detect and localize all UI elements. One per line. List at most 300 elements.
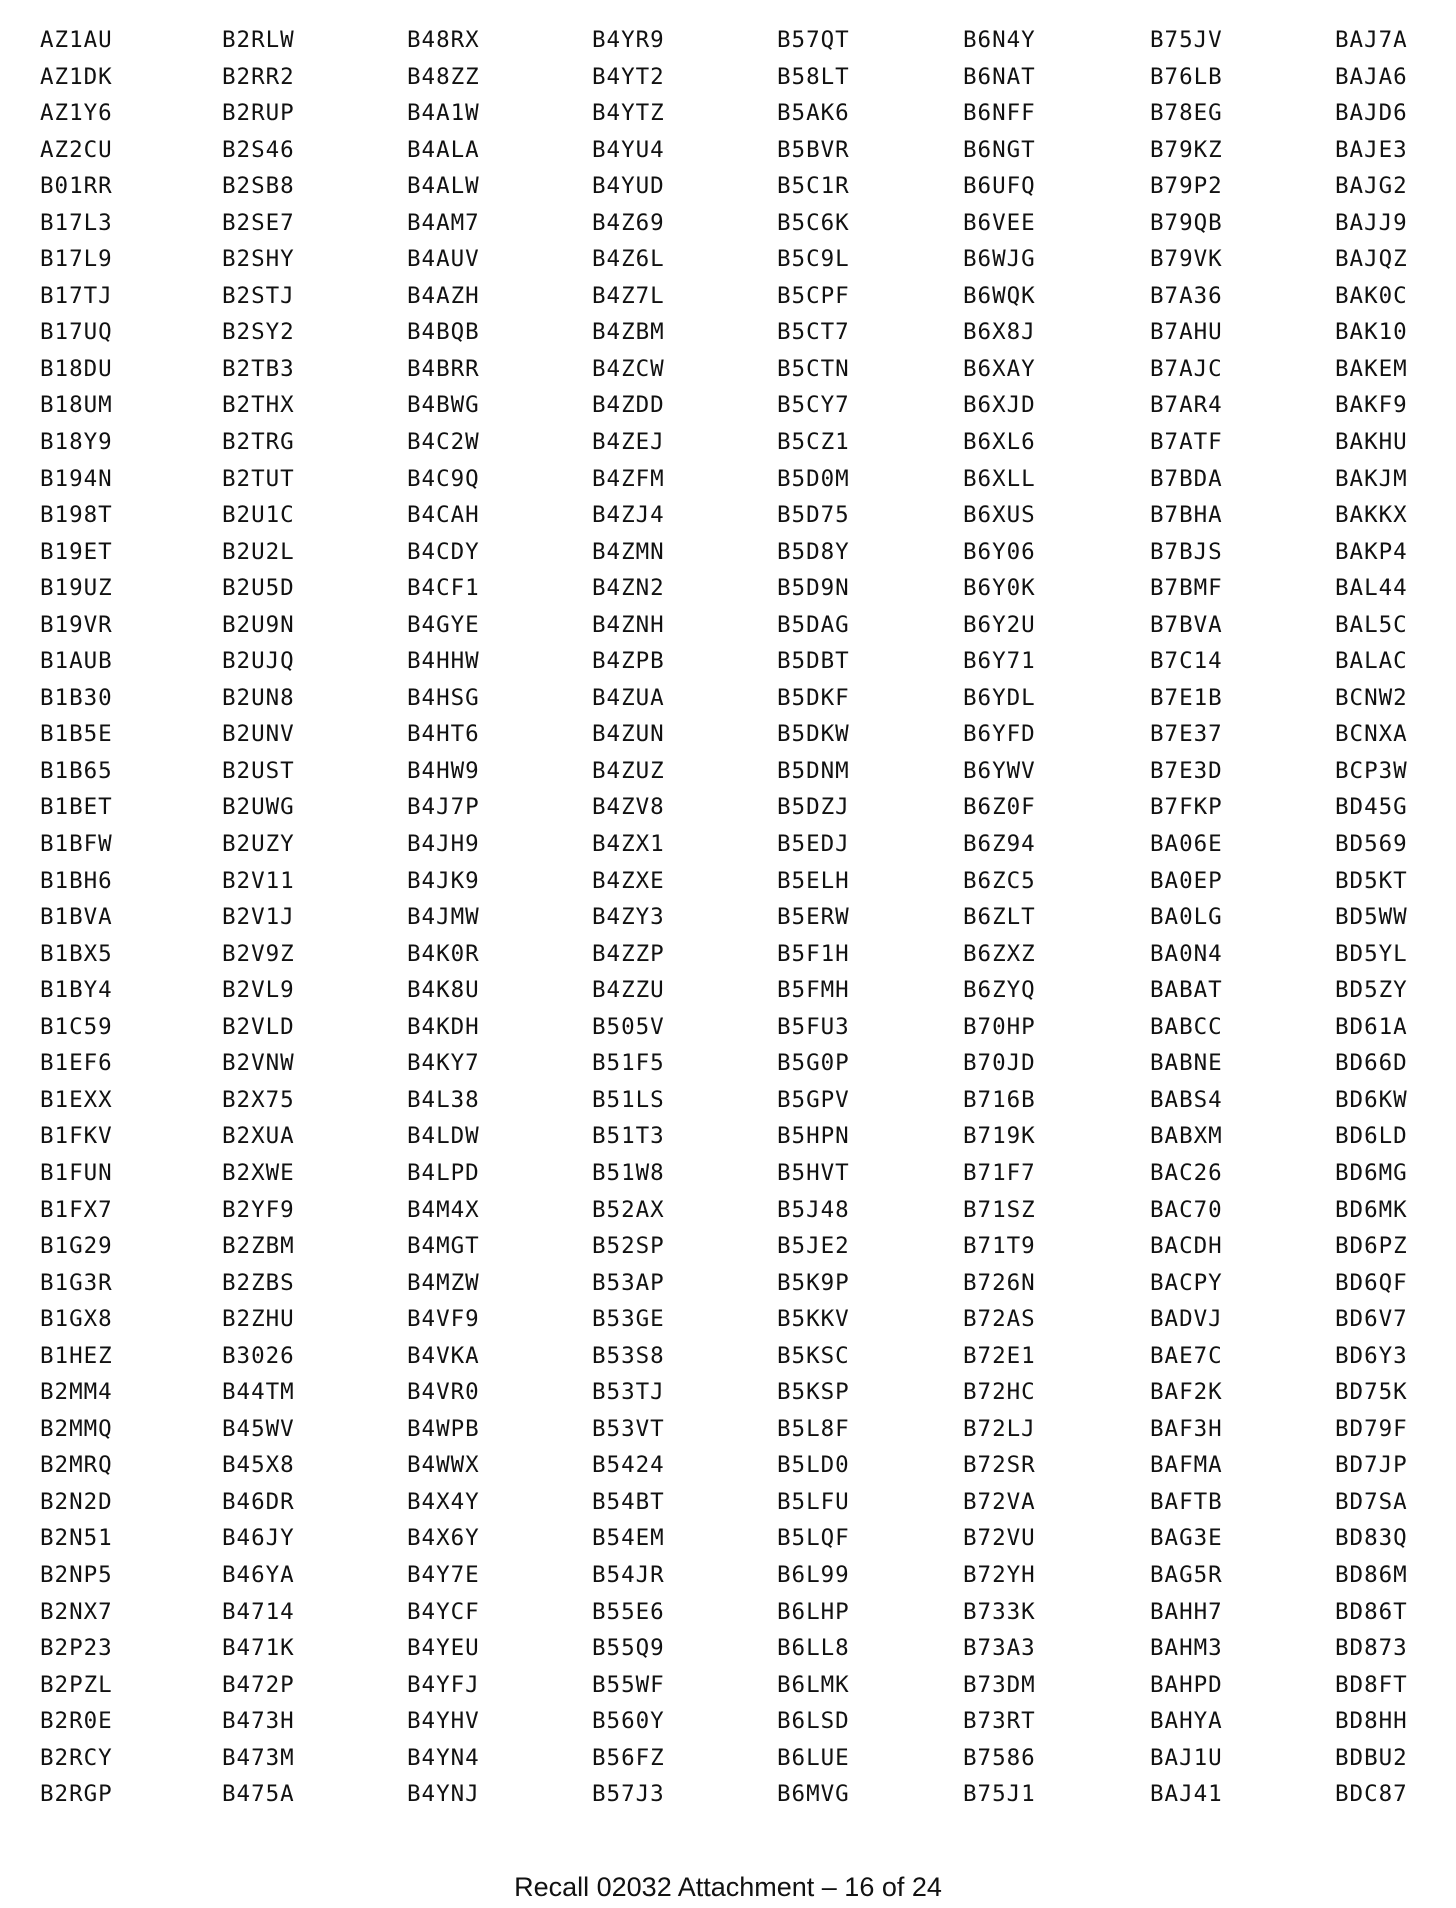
code-entry: B51F5 <box>592 1050 665 1077</box>
code-entry: B73DM <box>963 1671 1036 1698</box>
code-entry: B45X8 <box>222 1452 295 1479</box>
code-entry: B6X8J <box>963 319 1036 346</box>
code-entry: B5KSC <box>777 1342 850 1369</box>
code-entry: B4YR9 <box>592 27 665 53</box>
code-entry: B72VU <box>963 1525 1036 1552</box>
code-entry: B7586 <box>963 1744 1036 1771</box>
code-entry: B1FKV <box>40 1123 113 1150</box>
code-entry: BAKJM <box>1335 465 1408 492</box>
code-entry: B46YA <box>222 1561 295 1588</box>
code-entry: BABS4 <box>1150 1086 1223 1113</box>
code-entry: B1BX5 <box>40 940 113 967</box>
code-entry: B4HW9 <box>407 757 480 784</box>
code-entry: B4K8U <box>407 977 480 1004</box>
code-entry: B4GYE <box>407 611 480 638</box>
code-entry: B1AUB <box>40 648 113 675</box>
code-entry: B5CY7 <box>777 392 850 419</box>
code-entry: B78EG <box>1150 100 1223 127</box>
code-entry: B2NP5 <box>40 1561 113 1588</box>
code-entry: B4VF9 <box>407 1306 480 1333</box>
code-entry: B1C59 <box>40 1013 113 1040</box>
code-entry: BD5KT <box>1335 867 1408 894</box>
code-entry: B4YCF <box>407 1598 480 1625</box>
code-entry: B7E1B <box>1150 684 1223 711</box>
code-entry: B4ZUA <box>592 684 665 711</box>
code-entry: BCNXA <box>1335 721 1408 748</box>
code-entry: BDBU2 <box>1335 1744 1408 1771</box>
code-entry: B5C6K <box>777 209 850 236</box>
code-entry: BAK0C <box>1335 282 1408 309</box>
code-entry: B5KKV <box>777 1306 850 1333</box>
code-entry: B4A1W <box>407 100 480 127</box>
code-entry: BAJQZ <box>1335 246 1408 273</box>
code-entry: B4JMW <box>407 904 480 931</box>
code-entry: BALAC <box>1335 648 1408 675</box>
code-entry: B5LD0 <box>777 1452 850 1479</box>
code-entry: B19UZ <box>40 575 113 602</box>
code-entry: B5C9L <box>777 246 850 273</box>
code-entry: BAFTB <box>1150 1488 1223 1515</box>
code-entry: B2U5D <box>222 575 295 602</box>
code-entry: B4YUD <box>592 173 665 200</box>
code-entry: B6NAT <box>963 63 1036 90</box>
code-entry: B54JR <box>592 1561 665 1588</box>
code-entry: B4VR0 <box>407 1379 480 1406</box>
code-entry: B5LFU <box>777 1488 850 1515</box>
code-entry: B6Y2U <box>963 611 1036 638</box>
code-entry: BABCC <box>1150 1013 1223 1040</box>
code-entry: B2RR2 <box>222 63 295 90</box>
code-entry: B4J7P <box>407 794 480 821</box>
code-entry: B4HHW <box>407 648 480 675</box>
code-entry: B53S8 <box>592 1342 665 1369</box>
code-entry: B4ZUZ <box>592 757 665 784</box>
code-entry: B53VT <box>592 1415 665 1442</box>
code-entry: B2UJQ <box>222 648 295 675</box>
code-entry: B79QB <box>1150 209 1223 236</box>
code-entry: B1EXX <box>40 1086 113 1113</box>
code-entry: BD7SA <box>1335 1488 1408 1515</box>
code-entry: B5K9P <box>777 1269 850 1296</box>
code-entry: B2UST <box>222 757 295 784</box>
code-entry: B4YU4 <box>592 136 665 163</box>
code-entry: B6Y06 <box>963 538 1036 565</box>
code-entry: B5LQF <box>777 1525 850 1552</box>
code-entry: B72YH <box>963 1561 1036 1588</box>
code-entry: BA0N4 <box>1150 940 1223 967</box>
code-entry: B505V <box>592 1013 665 1040</box>
code-entry: B7E3D <box>1150 757 1223 784</box>
code-entry: B5ELH <box>777 867 850 894</box>
code-entry: B4AUV <box>407 246 480 273</box>
code-entry: B72AS <box>963 1306 1036 1333</box>
code-entry: B6XUS <box>963 502 1036 529</box>
code-entry: BAG5R <box>1150 1561 1223 1588</box>
code-entry: BAFMA <box>1150 1452 1223 1479</box>
code-entry: B55E6 <box>592 1598 665 1625</box>
code-entry: B2S46 <box>222 136 295 163</box>
code-entry: B48RX <box>407 27 480 53</box>
code-entry: B719K <box>963 1123 1036 1150</box>
code-entry: BAE7C <box>1150 1342 1223 1369</box>
code-entry: B1G29 <box>40 1233 113 1260</box>
code-entry: B5DBT <box>777 648 850 675</box>
code-entry: B46DR <box>222 1488 295 1515</box>
code-entry: B3026 <box>222 1342 295 1369</box>
code-entry: B2UWG <box>222 794 295 821</box>
code-entry: B01RR <box>40 173 113 200</box>
code-entry: BAKP4 <box>1335 538 1408 565</box>
code-entry: BD873 <box>1335 1635 1408 1662</box>
code-entry: B2ZHU <box>222 1306 295 1333</box>
code-entry: B7BJS <box>1150 538 1223 565</box>
code-entry: B2VNW <box>222 1050 295 1077</box>
code-entry: BAJE3 <box>1335 136 1408 163</box>
code-entry: B6ZLT <box>963 904 1036 931</box>
code-entry: BD7JP <box>1335 1452 1408 1479</box>
code-entry: B2NX7 <box>40 1598 113 1625</box>
code-entry: B5G0P <box>777 1050 850 1077</box>
code-entry: B1FUN <box>40 1159 113 1186</box>
code-entry: B2MRQ <box>40 1452 113 1479</box>
code-entry: BACPY <box>1150 1269 1223 1296</box>
code-entry: B6Z94 <box>963 831 1036 858</box>
code-entry: B1G3R <box>40 1269 113 1296</box>
code-entry: B18Y9 <box>40 429 113 456</box>
code-entry: BABAT <box>1150 977 1223 1004</box>
code-entry: B4AZH <box>407 282 480 309</box>
code-entry: B2SHY <box>222 246 295 273</box>
code-entry: B6LSD <box>777 1708 850 1735</box>
code-entry: B4BRR <box>407 355 480 382</box>
code-entry: B1EF6 <box>40 1050 113 1077</box>
code-entry: B4YT2 <box>592 63 665 90</box>
code-entry: B2U9N <box>222 611 295 638</box>
code-entry: B7A36 <box>1150 282 1223 309</box>
code-entry: B1HEZ <box>40 1342 113 1369</box>
code-entry: B4ZCW <box>592 355 665 382</box>
code-entry: B7ATF <box>1150 429 1223 456</box>
code-entry: B6ZC5 <box>963 867 1036 894</box>
code-entry: B6L99 <box>777 1561 850 1588</box>
code-entry: BAJA6 <box>1335 63 1408 90</box>
code-entry: B4JK9 <box>407 867 480 894</box>
code-entry: B17L3 <box>40 209 113 236</box>
code-entry: B4YTZ <box>592 100 665 127</box>
code-entry: BD61A <box>1335 1013 1408 1040</box>
code-entry: B2TB3 <box>222 355 295 382</box>
code-entry: B4ZFM <box>592 465 665 492</box>
code-entry: B53GE <box>592 1306 665 1333</box>
code-entry: B6Y0K <box>963 575 1036 602</box>
code-entry: BAC70 <box>1150 1196 1223 1223</box>
code-entry: B6WQK <box>963 282 1036 309</box>
code-entry: B2X75 <box>222 1086 295 1113</box>
code-column-6 <box>963 22 1133 1813</box>
code-entry: BAHYA <box>1150 1708 1223 1735</box>
code-entry: B6XJD <box>963 392 1036 419</box>
code-entry: B4ZNH <box>592 611 665 638</box>
code-entry: BAL44 <box>1335 575 1408 602</box>
code-entry: B79P2 <box>1150 173 1223 200</box>
code-entry: BD75K <box>1335 1379 1408 1406</box>
code-entry: BD86M <box>1335 1561 1408 1588</box>
code-entry: B7AR4 <box>1150 392 1223 419</box>
code-entry: B17L9 <box>40 246 113 273</box>
code-entry: B6VEE <box>963 209 1036 236</box>
code-entry: B4Z69 <box>592 209 665 236</box>
code-entry: B473H <box>222 1708 295 1735</box>
code-entry: B4Z6L <box>592 246 665 273</box>
code-entry: B2YF9 <box>222 1196 295 1223</box>
code-entry: B4C9Q <box>407 465 480 492</box>
code-entry: B6MVG <box>777 1781 850 1808</box>
code-entry: B5D8Y <box>777 538 850 565</box>
code-entry: AZ1AU <box>40 27 113 53</box>
code-entry: B72SR <box>963 1452 1036 1479</box>
code-entry: BD6Y3 <box>1335 1342 1408 1369</box>
code-entry: B7FKP <box>1150 794 1223 821</box>
code-entry: BD8HH <box>1335 1708 1408 1735</box>
code-entry: BD6KW <box>1335 1086 1408 1113</box>
code-entry: B1FX7 <box>40 1196 113 1223</box>
code-entry: B5DZJ <box>777 794 850 821</box>
code-entry: B560Y <box>592 1708 665 1735</box>
code-entry: B5HVT <box>777 1159 850 1186</box>
code-entry: B5GPV <box>777 1086 850 1113</box>
code-entry: B5C1R <box>777 173 850 200</box>
code-entry: B2STJ <box>222 282 295 309</box>
code-entry: BAJG2 <box>1335 173 1408 200</box>
code-entry: B5D75 <box>777 502 850 529</box>
code-entry: B5BVR <box>777 136 850 163</box>
code-entry: B6YWV <box>963 757 1036 784</box>
code-entry: B72E1 <box>963 1342 1036 1369</box>
code-entry: B6NFF <box>963 100 1036 127</box>
code-entry: BAG3E <box>1150 1525 1223 1552</box>
code-entry: B5DAG <box>777 611 850 638</box>
code-entry: BAJ41 <box>1150 1781 1223 1808</box>
code-entry: B7BMF <box>1150 575 1223 602</box>
code-entry: B4ZDD <box>592 392 665 419</box>
code-entry: B2VL9 <box>222 977 295 1004</box>
code-entry: B52AX <box>592 1196 665 1223</box>
code-entry: B18UM <box>40 392 113 419</box>
code-entry: B19VR <box>40 611 113 638</box>
code-entry: B4JH9 <box>407 831 480 858</box>
code-entry: B472P <box>222 1671 295 1698</box>
code-entry: B72HC <box>963 1379 1036 1406</box>
code-entry: B44TM <box>222 1379 295 1406</box>
code-entry: B1BFW <box>40 831 113 858</box>
code-entry: B6Z0F <box>963 794 1036 821</box>
code-entry: B73RT <box>963 1708 1036 1735</box>
code-entry: B2N2D <box>40 1488 113 1515</box>
code-column-2 <box>222 22 392 1813</box>
code-entry: B4AM7 <box>407 209 480 236</box>
code-entry: BAKEM <box>1335 355 1408 382</box>
code-entry: B4ZN2 <box>592 575 665 602</box>
code-entry: B2RCY <box>40 1744 113 1771</box>
code-entry: BAF2K <box>1150 1379 1223 1406</box>
code-entry: B4X6Y <box>407 1525 480 1552</box>
code-entry: BD66D <box>1335 1050 1408 1077</box>
code-entry: BADVJ <box>1150 1306 1223 1333</box>
code-entry: B2V11 <box>222 867 295 894</box>
code-entry: B55WF <box>592 1671 665 1698</box>
code-entry: BAHH7 <box>1150 1598 1223 1625</box>
code-column-8 <box>1335 22 1456 1813</box>
code-entry: B71F7 <box>963 1159 1036 1186</box>
code-entry: B2MMQ <box>40 1415 113 1442</box>
code-entry: BD5YL <box>1335 940 1408 967</box>
code-entry: B2U2L <box>222 538 295 565</box>
code-entry: B6XAY <box>963 355 1036 382</box>
code-entry: B4CF1 <box>407 575 480 602</box>
code-column-5 <box>777 22 947 1813</box>
code-entry: B5D0M <box>777 465 850 492</box>
code-entry: B6ZXZ <box>963 940 1036 967</box>
code-entry: B4BWG <box>407 392 480 419</box>
code-entry: B2V9Z <box>222 940 295 967</box>
code-entry: B4MGT <box>407 1233 480 1260</box>
code-entry: B2TRG <box>222 429 295 456</box>
code-entry: BAJD6 <box>1335 100 1408 127</box>
code-entry: B2RUP <box>222 100 295 127</box>
code-entry: B5FMH <box>777 977 850 1004</box>
code-entry: B6Y71 <box>963 648 1036 675</box>
code-entry: B6YDL <box>963 684 1036 711</box>
code-entry: B5424 <box>592 1452 665 1479</box>
code-entry: B2UZY <box>222 831 295 858</box>
code-entry: B6ZYQ <box>963 977 1036 1004</box>
code-entry: B2R0E <box>40 1708 113 1735</box>
code-entry: BAHM3 <box>1150 1635 1223 1662</box>
code-entry: B473M <box>222 1744 295 1771</box>
code-entry: B6N4Y <box>963 27 1036 53</box>
code-entry: B5AK6 <box>777 100 850 127</box>
code-entry: B2RGP <box>40 1781 113 1808</box>
code-entry: B4LDW <box>407 1123 480 1150</box>
code-entry: B4X4Y <box>407 1488 480 1515</box>
code-entry: B17UQ <box>40 319 113 346</box>
code-entry: B18DU <box>40 355 113 382</box>
code-entry: B75J1 <box>963 1781 1036 1808</box>
code-entry: B6UFQ <box>963 173 1036 200</box>
code-entry: B5FU3 <box>777 1013 850 1040</box>
code-entry: B45WV <box>222 1415 295 1442</box>
code-entry: B4ZX1 <box>592 831 665 858</box>
code-entry: B5JE2 <box>777 1233 850 1260</box>
code-entry: B5DKF <box>777 684 850 711</box>
code-entry: BAKF9 <box>1335 392 1408 419</box>
code-entry: B5L8F <box>777 1415 850 1442</box>
code-entry: BCNW2 <box>1335 684 1408 711</box>
code-entry: B4ZMN <box>592 538 665 565</box>
code-entry: BAKKX <box>1335 502 1408 529</box>
code-entry: BACDH <box>1150 1233 1223 1260</box>
code-entry: BAC26 <box>1150 1159 1223 1186</box>
code-entry: B4ZZU <box>592 977 665 1004</box>
code-entry: B194N <box>40 465 113 492</box>
code-entry: B6LUE <box>777 1744 850 1771</box>
code-entry: B4ZY3 <box>592 904 665 931</box>
code-column-4 <box>592 22 762 1813</box>
code-entry: B2UN8 <box>222 684 295 711</box>
code-entry: B2XWE <box>222 1159 295 1186</box>
code-entry: B5CTN <box>777 355 850 382</box>
code-entry: B2UNV <box>222 721 295 748</box>
code-entry: B4VKA <box>407 1342 480 1369</box>
code-entry: B475A <box>222 1781 295 1808</box>
code-entry: AZ2CU <box>40 136 113 163</box>
code-entry: B72VA <box>963 1488 1036 1515</box>
code-entry: B716B <box>963 1086 1036 1113</box>
code-entry: BD5WW <box>1335 904 1408 931</box>
code-column-7 <box>1150 22 1320 1813</box>
code-entry: B58LT <box>777 63 850 90</box>
code-entry: B1BET <box>40 794 113 821</box>
code-entry: B4YEU <box>407 1635 480 1662</box>
code-entry: B2THX <box>222 392 295 419</box>
code-entry: B1BY4 <box>40 977 113 1004</box>
code-entry: B7BVA <box>1150 611 1223 638</box>
code-entry: B19ET <box>40 538 113 565</box>
code-entry: B2P23 <box>40 1635 113 1662</box>
code-entry: B4ZZP <box>592 940 665 967</box>
code-entry: B2MM4 <box>40 1379 113 1406</box>
code-entry: B7BHA <box>1150 502 1223 529</box>
code-entry: B54EM <box>592 1525 665 1552</box>
code-entry: B471K <box>222 1635 295 1662</box>
code-entry: B4ZEJ <box>592 429 665 456</box>
code-entry: B5DNM <box>777 757 850 784</box>
code-entry: B4ZBM <box>592 319 665 346</box>
code-entry: BAJJ9 <box>1335 209 1408 236</box>
code-entry: BA06E <box>1150 831 1223 858</box>
code-entry: B4ALA <box>407 136 480 163</box>
code-entry: BDC87 <box>1335 1781 1408 1808</box>
code-entry: B726N <box>963 1269 1036 1296</box>
code-entry: BA0EP <box>1150 867 1223 894</box>
code-entry: BD6V7 <box>1335 1306 1408 1333</box>
code-entry: B2U1C <box>222 502 295 529</box>
code-entry: B4BQB <box>407 319 480 346</box>
code-entry: B4CAH <box>407 502 480 529</box>
code-entry: BD45G <box>1335 794 1408 821</box>
code-entry: B5HPN <box>777 1123 850 1150</box>
code-entry: B4HSG <box>407 684 480 711</box>
code-entry: B4WPB <box>407 1415 480 1442</box>
code-entry: B70JD <box>963 1050 1036 1077</box>
code-entry: B1BH6 <box>40 867 113 894</box>
code-entry: B1BVA <box>40 904 113 931</box>
code-entry: B2RLW <box>222 27 295 53</box>
code-entry: B6NGT <box>963 136 1036 163</box>
code-entry: B54BT <box>592 1488 665 1515</box>
code-entry: BAKHU <box>1335 429 1408 456</box>
code-entry: B6LHP <box>777 1598 850 1625</box>
code-entry: B7AHU <box>1150 319 1223 346</box>
code-entry: B4YHV <box>407 1708 480 1735</box>
code-entry: B5J48 <box>777 1196 850 1223</box>
code-entry: B4L38 <box>407 1086 480 1113</box>
code-entry: B6YFD <box>963 721 1036 748</box>
code-entry: B4ZPB <box>592 648 665 675</box>
code-entry: BD86T <box>1335 1598 1408 1625</box>
code-entry: B1B30 <box>40 684 113 711</box>
code-entry: B5KSP <box>777 1379 850 1406</box>
